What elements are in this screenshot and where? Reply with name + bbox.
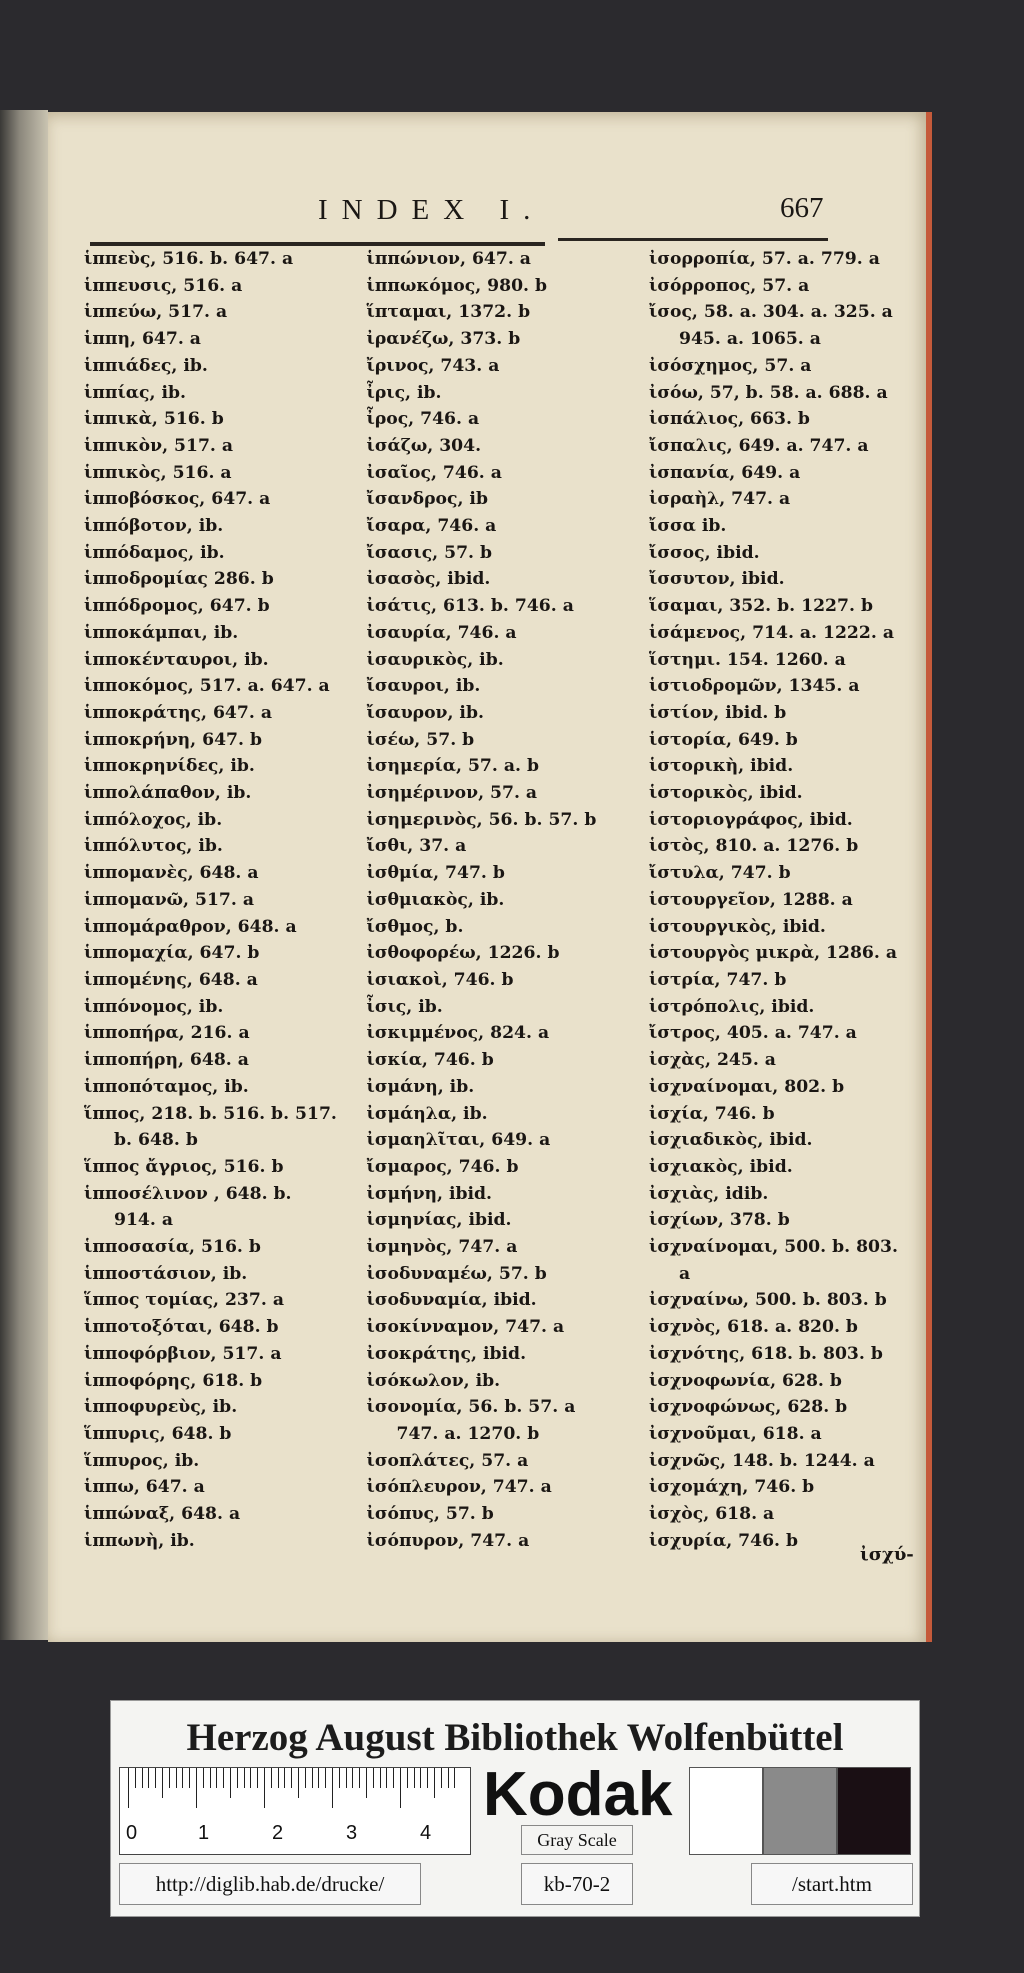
ruler-tick xyxy=(128,1768,129,1808)
index-entry: ἴσαυρον, ib. xyxy=(366,702,484,723)
index-entry: ἱππομανῶ, 517. a xyxy=(84,889,254,910)
index-entry: ἰσχναίνω, 500. b. 803. b xyxy=(649,1290,887,1311)
ruler-tick xyxy=(380,1768,381,1788)
index-entry: ἱπποκένταυροι, ib. xyxy=(84,649,269,670)
index-entry: ἱπποτοξόται, 648. b xyxy=(84,1317,279,1338)
index-entry: ἱππευσις, 516. a xyxy=(84,275,243,296)
index-entry: ἰσθμιακὸς, ib. xyxy=(366,889,505,910)
index-entry: ἰσραὴλ, 747. a xyxy=(649,489,791,510)
ruler-tick xyxy=(434,1768,435,1798)
index-entry: ἰσχιὰς, idib. xyxy=(649,1183,769,1204)
index-entry: ἱππομαχία, 647. b xyxy=(84,943,260,964)
index-entry: ἱπποφυρεὺς, ib. xyxy=(84,1397,238,1418)
ruler-tick xyxy=(339,1768,340,1788)
index-entry: ἰσοπλάτες, 57. a xyxy=(366,1450,529,1471)
ruler-tick xyxy=(176,1768,177,1788)
index-entry: ἰσοδυναμία, ibid. xyxy=(366,1290,537,1311)
ruler-tick xyxy=(352,1768,353,1788)
index-entry: 914. a xyxy=(114,1210,173,1231)
ruler-tick xyxy=(244,1768,245,1788)
index-entry: ἱπποκάμπαι, ib. xyxy=(84,622,239,643)
index-entry: ἱστρία, 747. b xyxy=(649,969,787,990)
gray-swatch-white xyxy=(689,1767,763,1855)
index-entry: ἱπποσέλινον , 648. b. xyxy=(84,1183,292,1204)
index-entry: ἰσθμία, 747. b xyxy=(366,863,505,884)
index-entry: ἰρανέζω, 373. b xyxy=(366,329,521,350)
index-entry: ἱππικὸν, 517. a xyxy=(84,435,234,456)
index-entry: ἰσημερινὸς, 56. b. 57. b xyxy=(366,809,597,830)
index-entry: ἱππικὰ, 516. b xyxy=(84,409,224,430)
library-name: Herzog August Bibliothek Wolfenbüttel xyxy=(186,1716,844,1759)
index-entry: ἱππόβοτον, ib. xyxy=(84,516,224,537)
ruler-tick xyxy=(148,1768,149,1788)
left-page-edge xyxy=(0,110,48,1640)
index-entry: ἱπποπήρα, 216. a xyxy=(84,1023,250,1044)
ruler-tick xyxy=(169,1768,170,1788)
index-entry: ἱππη, 647. a xyxy=(84,329,201,350)
ruler-tick xyxy=(441,1768,442,1788)
index-entry: ἶρος, 746. a xyxy=(366,409,480,430)
ruler-number: 2 xyxy=(272,1822,284,1844)
ruler-tick xyxy=(210,1768,211,1788)
ruler-tick xyxy=(216,1768,217,1788)
index-entry: ἰσαυρία, 746. a xyxy=(366,622,517,643)
index-entry: ἱππόνομος, ib. xyxy=(84,996,224,1017)
ruler-number: 4 xyxy=(420,1822,432,1844)
index-entry: ἱπποδρομίας 286. b xyxy=(84,569,274,590)
index-entry: ἰσχνῶς, 148. b. 1244. a xyxy=(649,1450,875,1471)
index-entry: ἴσαυροι, ib. xyxy=(366,676,481,697)
index-entry: ἰσόπυς, 57. b xyxy=(366,1504,494,1525)
index-entry: ἵππος τομίας, 237. a xyxy=(84,1290,284,1311)
index-entry: ἱππιάδες, ib. xyxy=(84,355,208,376)
index-entry: ἰσόρροπος, 57. a xyxy=(649,275,810,296)
index-entry: ἰσμάηλα, ib. xyxy=(366,1103,488,1124)
index-entry: ἰσόσχημος, 57. a xyxy=(649,355,812,376)
index-entry: ἰσασὸς, ibid. xyxy=(366,569,491,590)
ruler-tick xyxy=(142,1768,143,1788)
index-column-3 xyxy=(649,246,904,1554)
index-entry: ἰσμηνὸς, 747. a xyxy=(366,1237,518,1258)
page-number: 667 xyxy=(780,192,824,224)
index-entry: ἰσχιαδικὸς, ibid. xyxy=(649,1130,813,1151)
ruler-tick xyxy=(135,1768,136,1788)
index-entry: ἰσχυρία, 746. b xyxy=(649,1530,799,1551)
index-entry: ἴσμαρος, 746. b xyxy=(366,1156,519,1177)
index-column-2 xyxy=(367,246,622,1554)
index-entry: ἴσσα ib. xyxy=(649,516,727,537)
index-entry: ἱππεὺς, 516. b. 647. a xyxy=(84,249,294,269)
index-entry: ἱπποκρηνίδες, ib. xyxy=(84,756,255,777)
index-entry: ἴσθι, 37. a xyxy=(366,836,467,857)
index-entry: ἱστιοδρομῶν, 1345. a xyxy=(649,676,860,697)
index-entry: ἱστουργὸς μικρὰ, 1286. a xyxy=(649,943,897,964)
index-entry: ἰσχιακὸς, ibid. xyxy=(649,1156,793,1177)
url-left: http://diglib.hab.de/drucke/ xyxy=(119,1863,421,1905)
index-entry: ἱππω, 647. a xyxy=(84,1477,205,1498)
ruler-tick xyxy=(196,1768,197,1808)
index-entry: ἱπποστάσιον, ib. xyxy=(84,1263,248,1284)
index-entry: ἱστορία, 649. b xyxy=(649,729,798,750)
ruler-tick xyxy=(454,1768,455,1788)
index-entry: ἰσχνότης, 618. b. 803. b xyxy=(649,1343,883,1364)
index-entry: ἱστίον, ibid. b xyxy=(649,702,787,723)
index-entry: ἱπποπήρη, 648. a xyxy=(84,1050,249,1071)
index-entry: ἰσκιμμένος, 824. a xyxy=(366,1023,550,1044)
ruler-tick xyxy=(305,1768,306,1788)
index-entry: ἱππώνιον, 647. a xyxy=(366,249,531,269)
ruler-tick xyxy=(203,1768,204,1788)
index-entry: ἱπποκρήνη, 647. b xyxy=(84,729,263,750)
index-entry: ἱππόλοχος, ib. xyxy=(84,809,223,830)
ruler-number: 1 xyxy=(198,1822,210,1844)
index-entry: ἰσοκίνναμον, 747. a xyxy=(366,1317,565,1338)
index-entry: ἰσχναίνομαι, 500. b. 803. xyxy=(649,1237,898,1258)
index-entry: ἶσις, ib. xyxy=(366,996,443,1017)
ruler-tick xyxy=(230,1768,231,1798)
index-entry: ἰσμηνίας, ibid. xyxy=(366,1210,512,1231)
index-entry: ἱππολάπαθον, ib. xyxy=(84,783,252,804)
index-entry: ἴσσυτον, ibid. xyxy=(649,569,785,590)
catchword: ἰσχύ- xyxy=(860,1544,914,1565)
ruler-tick xyxy=(359,1768,360,1788)
index-column-1 xyxy=(84,246,339,1554)
index-entry: ἴσαρα, 746. a xyxy=(366,516,497,537)
ruler-tick xyxy=(189,1768,190,1788)
index-entry: ἱπποσασία, 516. b xyxy=(84,1237,261,1258)
ruler-tick xyxy=(257,1768,258,1788)
index-entry: ἰσημέρινον, 57. a xyxy=(366,783,538,804)
index-entry: ἱππόδαμος, ib. xyxy=(84,542,225,563)
index-entry: ἵππος, 218. b. 516. b. 517. xyxy=(84,1103,337,1124)
index-entry: ἰσιακοὶ, 746. b xyxy=(366,969,514,990)
digitization-target-card xyxy=(110,1700,920,1917)
index-entry: ἱππομένης, 648. a xyxy=(84,969,258,990)
index-entry: ἱστορικὸς, ibid. xyxy=(649,783,803,804)
index-entry: ἰσχομάχη, 746. b xyxy=(649,1477,815,1498)
index-entry: ἰσοδυναμέω, 57. b xyxy=(366,1263,547,1284)
index-entry: ἰσχνοῦμαι, 618. a xyxy=(649,1423,822,1444)
scale-ruler xyxy=(119,1767,471,1855)
index-entry: ἵππυρις, 648. b xyxy=(84,1423,232,1444)
index-entry: ἴστρος, 405. a. 747. a xyxy=(649,1023,857,1044)
page-title: INDEX I. xyxy=(318,194,545,226)
index-entry: ἰσαῖος, 746. a xyxy=(366,462,502,483)
index-entry: ἰσχνοφωνία, 628. b xyxy=(649,1370,842,1391)
index-entry: ἱστουργικὸς, ibid. xyxy=(649,916,826,937)
gray-swatch-black xyxy=(837,1767,911,1855)
index-entry: ἱππεύω, 517. a xyxy=(84,302,228,323)
ruler-tick xyxy=(271,1768,272,1788)
index-entry: ἰσχνοφώνως, 628. b xyxy=(649,1397,848,1418)
index-entry: ἰσάτις, 613. b. 746. a xyxy=(366,596,574,617)
ruler-tick xyxy=(393,1768,394,1788)
gray-scale-label: Gray Scale xyxy=(521,1825,633,1855)
ruler-tick xyxy=(325,1768,326,1788)
index-entry: ἴστυλα, 747. b xyxy=(649,863,791,884)
index-entry: ἱστὸς, 810. a. 1276. b xyxy=(649,836,859,857)
ruler-tick xyxy=(264,1768,265,1808)
index-entry: ἴσανδρος, ib xyxy=(366,489,488,510)
index-entry: ἱππωκόμος, 980. b xyxy=(366,275,548,296)
index-entry: ἱππίας, ib. xyxy=(84,382,186,403)
ruler-number: 3 xyxy=(346,1822,358,1844)
gray-swatch-mid xyxy=(763,1767,837,1855)
ruler-tick xyxy=(366,1768,367,1798)
index-entry: ἵππος ἄγριος, 516. b xyxy=(84,1156,284,1177)
index-entry: ἴσασις, 57. b xyxy=(366,542,493,563)
index-entry: ἰσόκωλον, ib. xyxy=(366,1370,501,1391)
ruler-tick xyxy=(332,1768,333,1808)
index-entry: ἵσαμαι, 352. b. 1227. b xyxy=(649,596,873,617)
index-entry: ἰσχὸς, 618. a xyxy=(649,1504,775,1525)
index-entry: 747. a. 1270. b xyxy=(396,1423,540,1444)
index-entry: ἰσχὰς, 245. a xyxy=(649,1050,776,1071)
ruler-tick xyxy=(346,1768,347,1788)
ruler-tick xyxy=(414,1768,415,1788)
index-entry: ἰσόπλευρον, 747. a xyxy=(366,1477,552,1498)
ruler-tick xyxy=(237,1768,238,1788)
index-entry: ἰσπανία, 649. a xyxy=(649,462,801,483)
index-entry: ἱσάμενος, 714. a. 1222. a xyxy=(649,622,894,643)
index-entry: ἴσος, 58. a. 304. a. 325. a xyxy=(649,302,893,323)
index-entry: ἴσσος, ibid. xyxy=(649,542,760,563)
index-entry: ἱστουργεῖον, 1288. a xyxy=(649,889,853,910)
index-entry: ἰσμάνη, ib. xyxy=(366,1076,475,1097)
index-entry: ἰσονομία, 56. b. 57. a xyxy=(366,1397,576,1418)
ruler-tick xyxy=(182,1768,183,1788)
index-entry: ἴσθμος, b. xyxy=(366,916,464,937)
ruler-tick xyxy=(278,1768,279,1788)
ruler-tick xyxy=(407,1768,408,1788)
index-entry: ἰσχία, 746. b xyxy=(649,1103,775,1124)
index-entry: ἰσμαηλῖται, 649. a xyxy=(366,1130,551,1151)
index-entry: ἱππικὸς, 516. a xyxy=(84,462,232,483)
index-entry: ἱππωνὴ, ib. xyxy=(84,1530,195,1551)
index-entry: ἱππομανὲς, 648. a xyxy=(84,863,259,884)
index-entry: ἱπποκράτης, 647. a xyxy=(84,702,272,723)
ruler-tick xyxy=(291,1768,292,1788)
kodak-logo: Kodak xyxy=(483,1760,673,1829)
index-entry: ἰσόω, 57, b. 58. a. 688. a xyxy=(649,382,888,403)
ruler-tick xyxy=(448,1768,449,1788)
index-entry: ἰσχνὸς, 618. a. 820. b xyxy=(649,1317,858,1338)
index-entry: ἱστορικὴ, ibid. xyxy=(649,756,794,777)
ruler-tick xyxy=(386,1768,387,1788)
ruler-tick xyxy=(427,1768,428,1788)
index-entry: ἱπποβόσκος, 647. a xyxy=(84,489,271,510)
index-entry: ἱππόλυτος, ib. xyxy=(84,836,223,857)
index-entry: ἱππώναξ, 648. a xyxy=(84,1504,241,1525)
ruler-tick xyxy=(155,1768,156,1788)
ruler-tick xyxy=(223,1768,224,1788)
index-entry: ἵπταμαι, 1372. b xyxy=(366,302,531,323)
book-page xyxy=(48,112,926,1642)
index-entry: ἴρινος, 743. a xyxy=(366,355,500,376)
index-entry: ἰσαυρικὸς, ib. xyxy=(366,649,504,670)
index-entry: ἴσπαλις, 649. a. 747. a xyxy=(649,435,869,456)
index-entry: ἱππομάραθρον, 648. a xyxy=(84,916,297,937)
ruler-tick xyxy=(318,1768,319,1788)
index-entry: ἰσέω, 57. b xyxy=(366,729,475,750)
ruler-tick xyxy=(420,1768,421,1788)
ruler-tick xyxy=(284,1768,285,1788)
ruler-tick xyxy=(250,1768,251,1788)
index-entry: ἰσμήνη, ibid. xyxy=(366,1183,493,1204)
index-columns xyxy=(84,246,904,1554)
index-entry: ἱπποκόμος, 517. a. 647. a xyxy=(84,676,330,697)
index-entry: ἰσοκράτης, ibid. xyxy=(366,1343,527,1364)
header-rule xyxy=(558,238,828,241)
index-entry: ἱπποφόρβιον, 517. a xyxy=(84,1343,282,1364)
url-right: /start.htm xyxy=(751,1863,913,1905)
index-entry: ἵστημι. 154. 1260. a xyxy=(649,649,846,670)
index-entry: ἰσόπυρον, 747. a xyxy=(366,1530,530,1551)
index-entry: 945. a. 1065. a xyxy=(679,329,821,350)
ruler-number: 0 xyxy=(126,1822,138,1844)
index-entry: ἰσάζω, 304. xyxy=(366,435,482,456)
index-entry: ἰσημερία, 57. a. b xyxy=(366,756,539,777)
ruler-tick xyxy=(400,1768,401,1808)
index-entry: ἰσχναίνομαι, 802. b xyxy=(649,1076,845,1097)
shelfmark: kb-70-2 xyxy=(521,1863,633,1905)
index-entry: b. 648. b xyxy=(114,1130,198,1151)
index-entry: ἰσορροπία, 57. a. 779. a xyxy=(649,249,880,269)
index-entry: ἱστοριογράφος, ibid. xyxy=(649,809,853,830)
index-entry: ἱπποφόρης, 618. b xyxy=(84,1370,263,1391)
index-entry: ἰσπάλιος, 663. b xyxy=(649,409,810,430)
index-entry: a xyxy=(679,1263,691,1284)
ruler-tick xyxy=(162,1768,163,1798)
index-entry: ἰσκία, 746. b xyxy=(366,1050,494,1071)
index-entry: ἱστρόπολις, ibid. xyxy=(649,996,815,1017)
index-entry: ἱπποπόταμος, ib. xyxy=(84,1076,249,1097)
ruler-tick xyxy=(373,1768,374,1788)
index-entry: ἰσθοφορέω, 1226. b xyxy=(366,943,560,964)
ruler-tick xyxy=(298,1768,299,1798)
ruler-tick xyxy=(312,1768,313,1788)
index-entry: ἰσχίων, 378. b xyxy=(649,1210,790,1231)
index-entry: ἵππυρος, ib. xyxy=(84,1450,200,1471)
index-entry: ἶρις, ib. xyxy=(366,382,442,403)
index-entry: ἱππόδρομος, 647. b xyxy=(84,596,270,617)
